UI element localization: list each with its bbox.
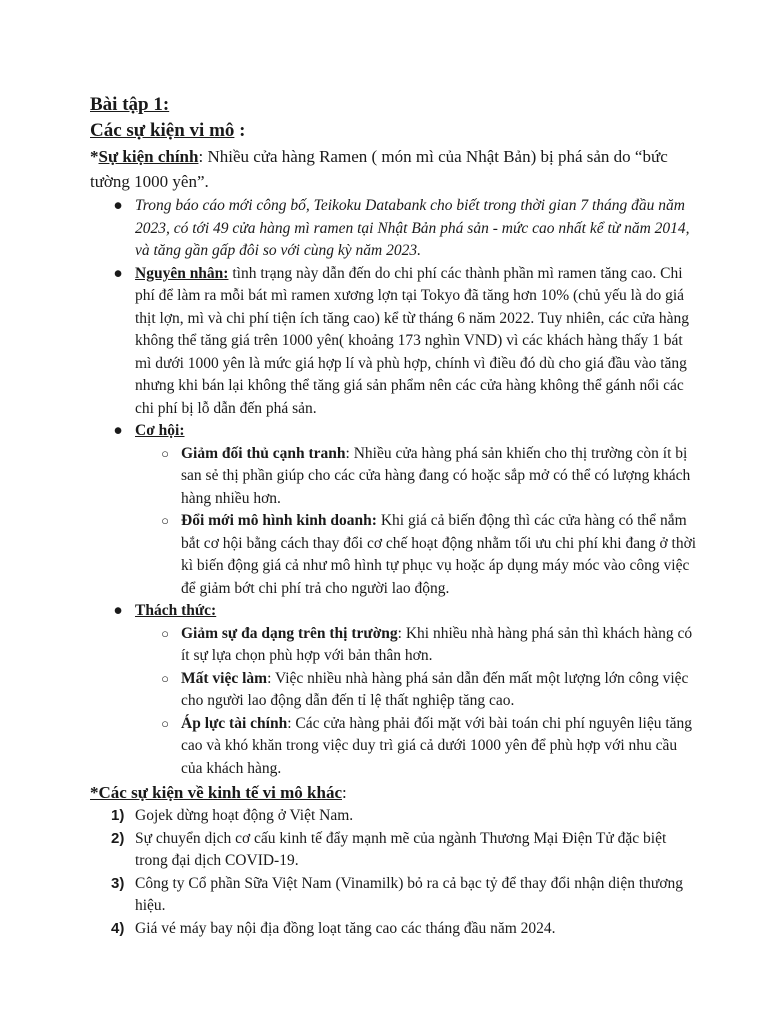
sublist-item-label: Giảm đối thủ cạnh tranh [181, 444, 346, 462]
circle-bullet-icon: ○ [161, 513, 169, 528]
item-text: Công ty Cổ phần Sữa Việt Nam (Vinamilk) bỏ ra cả bạc tỷ để thay đổi nhận diện thương hiệu. [135, 874, 684, 914]
list-item-report [113, 195, 700, 263]
circle-bullet-icon: ○ [161, 715, 169, 731]
sublist-item [161, 668, 700, 713]
item-text: Gojek dừng hoạt động ở Việt Nam. [135, 807, 354, 824]
main-bullet-list [90, 195, 700, 780]
list-item-opportunity [113, 420, 700, 600]
challenge-label: Thách thức: [135, 602, 217, 619]
cause-text: tình trạng này dẫn đến do chi phí các thành phần mì ramen tăng cao. Chi phí để làm ra mỗi bát mì ramen xương lợn tại Tokyo đã tăng hơn 10% (chủ yếu là do giá thịt lợn, mì và chi phí tiện ích tăng cao) kể từ tháng 6 năm 2022. Tuy nhiên, các cửa hàng không thể tăng giá trên 1000 yên( khoảng 173 nghìn VND) vì các khách hàng thấy 1 bát mì dưới 1000 yên là mức giá hợp lí và phù hợp, chính vì điều đó dù cho giá đầu vào tăng nhưng khi bán lại không thể tăng giá sản phẩm nên các cửa hàng không thể gánh nổi các chi phí bị lỗ dẫn đến phá sản. [135, 264, 690, 417]
document-page [90, 92, 700, 940]
main-event-prefix: * [90, 147, 99, 166]
item-number: 4) [111, 919, 125, 937]
opportunity-sublist [135, 443, 700, 601]
section-heading-text: Các sự kiện vi mô [90, 120, 235, 141]
item-text: Giá vé máy bay nội địa đồng loạt tăng cao các tháng đầu năm 2024. [135, 919, 556, 937]
section-heading-suffix: : [234, 120, 246, 141]
bullet-icon: ● [113, 602, 123, 619]
opportunity-label: Cơ hội: [135, 422, 185, 439]
bullet-icon: ● [113, 264, 123, 282]
sublist-item [161, 443, 700, 511]
challenge-sublist [135, 623, 700, 781]
report-text: Trong báo cáo mới công bố, Teikoku Databank cho biết trong thời gian 7 tháng đầu năm 2023, có tới 49 cửa hàng mì ramen tại Nhật Bản phá sản - mức cao nhất kể từ năm 2014, và tăng gần gấp đôi so với cùng kỳ năm 2023. [135, 197, 690, 259]
cause-label: Nguyên nhân: [135, 264, 229, 282]
sublist-item-label: Mất việc làm [181, 669, 268, 687]
sublist-item [161, 713, 700, 781]
sublist-item-text: : Nhiều cửa hàng phá sản khiến cho thị trường còn ít bị san sẻ thị phần giúp cho các cửa hàng đang có hoặc sắp mở có thể có lượng khách hàng nhiều hơn. [181, 444, 691, 507]
other-events-heading-text: *Các sự kiện về kinh tế vi mô khác [90, 783, 342, 802]
list-item-challenge [113, 600, 700, 780]
section-heading [90, 118, 700, 144]
circle-bullet-icon: ○ [161, 445, 169, 461]
numbered-item [111, 828, 700, 873]
sublist-item-text: : Các cửa hàng phải đối mặt với bài toán chi phí nguyên liệu tăng cao và khó khăn trong việc duy trì giá cả dưới 1000 yên để phù hợp với nhu cầu của khách hàng. [181, 714, 693, 777]
main-event [90, 144, 700, 194]
bullet-icon: ● [113, 422, 123, 439]
sublist-item-label: Áp lực tài chính [181, 714, 288, 732]
main-event-label: Sự kiện chính [98, 147, 199, 166]
sublist-item-text: : Khi nhiều nhà hàng phá sản thì khách hàng có ít sự lựa chọn phù hợp với bản thân hơn. [181, 624, 693, 664]
item-number: 2) [111, 829, 125, 847]
other-events-list [90, 805, 700, 940]
bullet-icon: ● [113, 197, 123, 214]
sublist-item [161, 510, 700, 600]
sublist-item-label: Đổi mới mô hình kinh doanh: [181, 512, 377, 529]
numbered-item [111, 805, 700, 828]
sublist-item-text: Khi giá cả biến động thì các cửa hàng có thể nắm bắt cơ hội bằng cách thay đổi cơ chế hoạt động nhằm tối ưu chi phí khi đang ở thời kì biến động giá cả như mô hình tự phục vụ hoặc áp dụng máy móc vào công việc để giảm bớt chi phí trả cho người lao động. [181, 512, 697, 597]
main-event-text: : Nhiều cửa hàng Ramen ( món mì của Nhật Bản) bị phá sản do “bức tường 1000 yên”. [90, 147, 668, 191]
sublist-item-label: Giảm sự đa dạng trên thị trường [181, 624, 398, 642]
numbered-item [111, 873, 700, 918]
list-item-cause [113, 263, 700, 421]
circle-bullet-icon: ○ [161, 670, 169, 686]
item-number: 3) [111, 874, 125, 892]
other-events-heading-suffix: : [342, 783, 347, 802]
item-number: 1) [111, 807, 125, 824]
other-events-heading [90, 780, 700, 805]
sublist-item-text: : Việc nhiều nhà hàng phá sản dẫn đến mất một lượng lớn công việc cho người lao động dẫn đến tỉ lệ thất nghiệp tăng cao. [181, 669, 689, 709]
exercise-title: Bài tập 1: [90, 94, 170, 115]
numbered-item [111, 918, 700, 941]
item-text: Sự chuyển dịch cơ cấu kinh tế đẩy mạnh mẽ của ngành Thương Mại Điện Tử đặc biệt trong đại dịch COVID-19. [135, 829, 667, 869]
circle-bullet-icon: ○ [161, 625, 169, 641]
sublist-item [161, 623, 700, 668]
